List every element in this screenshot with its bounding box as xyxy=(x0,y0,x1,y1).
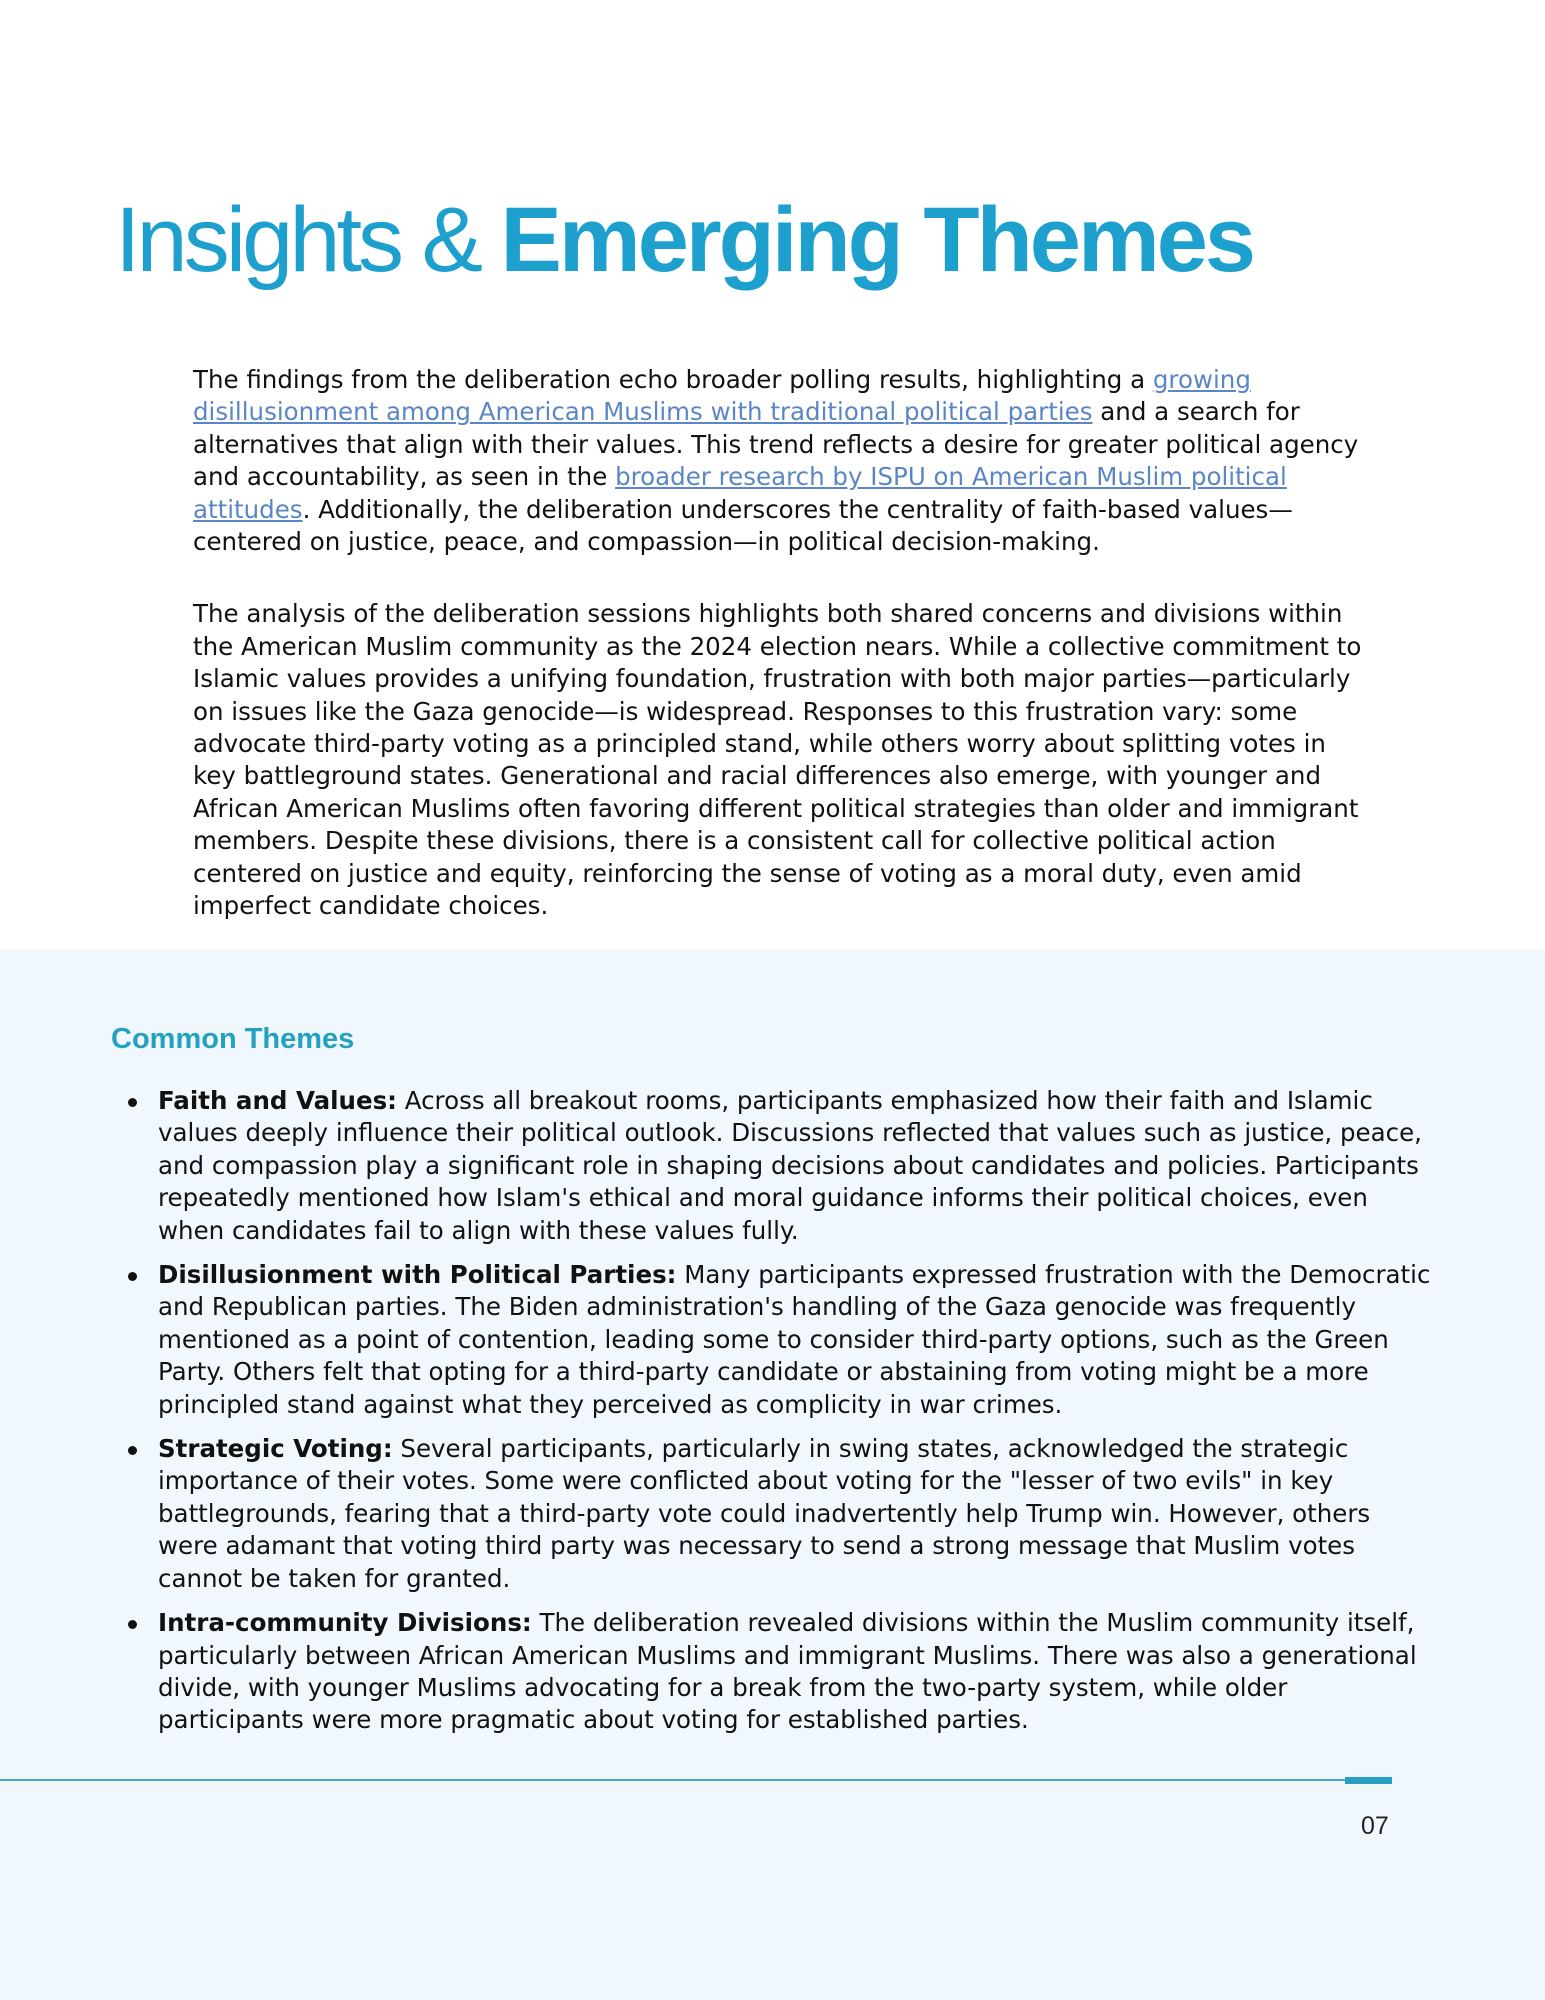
page-title xyxy=(115,185,1253,295)
theme-text: Across all breakout rooms, participants emphasized how their faith and Islamic values deeply influence their political outlook. Discussions reflected that values such as justice, peace, and compassion play a significant role in shaping decisions about candidates and policies. Participants repeatedly mentioned how Islam's ethical and moral guidance informs their political choices, even when candidates fail to align with these values fully. xyxy=(158,1086,1422,1245)
theme-item-faith-values xyxy=(158,1085,1433,1247)
footer-divider-accent xyxy=(1345,1777,1392,1784)
common-themes-heading: Common Themes xyxy=(111,1023,355,1055)
theme-term: Strategic Voting: xyxy=(158,1434,393,1464)
intro-paragraph-2: The analysis of the deliberation sessions highlights both shared concerns and divisions within the American Muslim community as the 2024 election nears. While a collective commitment to Islamic values provides a unifying foundation, frustration with both major parties—particularly on issues like the Gaza genocide—is widespread. Responses to this frustration vary: some advocate third-party voting as a principled stand, while others worry about splitting votes in key battleground states. Generational and racial differences also emerge, with younger and African American Muslims often favoring different political strategies than older and immigrant members. Despite these divisions, there is a consistent call for collective political action centered on justice and equity, reinforcing the sense of voting as a moral duty, even amid imperfect candidate choices. xyxy=(193,599,1362,921)
bullet-icon xyxy=(128,1446,137,1455)
theme-term: Faith and Values: xyxy=(158,1086,397,1115)
theme-item-disillusionment xyxy=(158,1259,1433,1421)
theme-item-intra-community xyxy=(158,1607,1433,1737)
link-ispu-research[interactable]: broader research by ISPU on American Muslim political attitudes xyxy=(193,462,1287,524)
intro-section xyxy=(193,364,1363,963)
intro-p1-text-start: The findings from the deliberation echo broader polling results, highlighting a xyxy=(193,365,1153,394)
theme-item-strategic-voting xyxy=(158,1433,1433,1595)
footer-divider-line xyxy=(0,1779,1380,1781)
theme-text: Several participants, particularly in swing states, acknowledged the strategic importance of their votes. Some were conflicted about voting for the "lesser of two evils" in key battlegrounds, fearing that a third-party vote could inadvertently help Trump win. However, others were adamant that voting third party was necessary to send a strong message that Muslim votes cannot be taken for granted. xyxy=(158,1434,1371,1593)
page-number: 07 xyxy=(1361,1812,1389,1840)
theme-term: Disillusionment with Political Parties: xyxy=(158,1260,677,1290)
bullet-icon xyxy=(128,1098,137,1107)
page-title-bold: Emerging Themes xyxy=(500,189,1254,291)
bullet-icon xyxy=(128,1272,137,1281)
theme-text: The deliberation revealed divisions within the Muslim community itself, particularly between African American Muslims and immigrant Muslims. There was also a generational divide, with younger Muslims advocating for a break from the two-party system, while older participants were more pragmatic about voting for established parties. xyxy=(158,1608,1417,1735)
intro-p1-text-middle: and a search for alternatives that align with their values. This trend reflects a desire for greater political agency and accountability, as seen in the xyxy=(193,397,1359,492)
theme-term: Intra-community Divisions: xyxy=(158,1608,532,1638)
page-title-light: Insights & xyxy=(115,189,479,291)
common-themes-list xyxy=(158,1085,1433,1749)
link-disillusionment-polling[interactable]: growing disillusionment among American Muslims with traditional political parties xyxy=(193,365,1251,427)
theme-text: Many participants expressed frustration with the Democratic and Republican parties. The Biden administration's handling of the Gaza genocide was frequently mentioned as a point of contention, leading some to consider third-party options, such as the Green Party. Others felt that opting for a third-party candidate or abstaining from voting might be a more principled stand against what they perceived as complicity in war crimes. xyxy=(158,1260,1431,1419)
intro-paragraph-1 xyxy=(193,364,1363,558)
intro-p1-text-end: . Additionally, the deliberation underscores the centrality of faith-based values—centered on justice, peace, and compassion—in political decision-making. xyxy=(193,494,1293,557)
